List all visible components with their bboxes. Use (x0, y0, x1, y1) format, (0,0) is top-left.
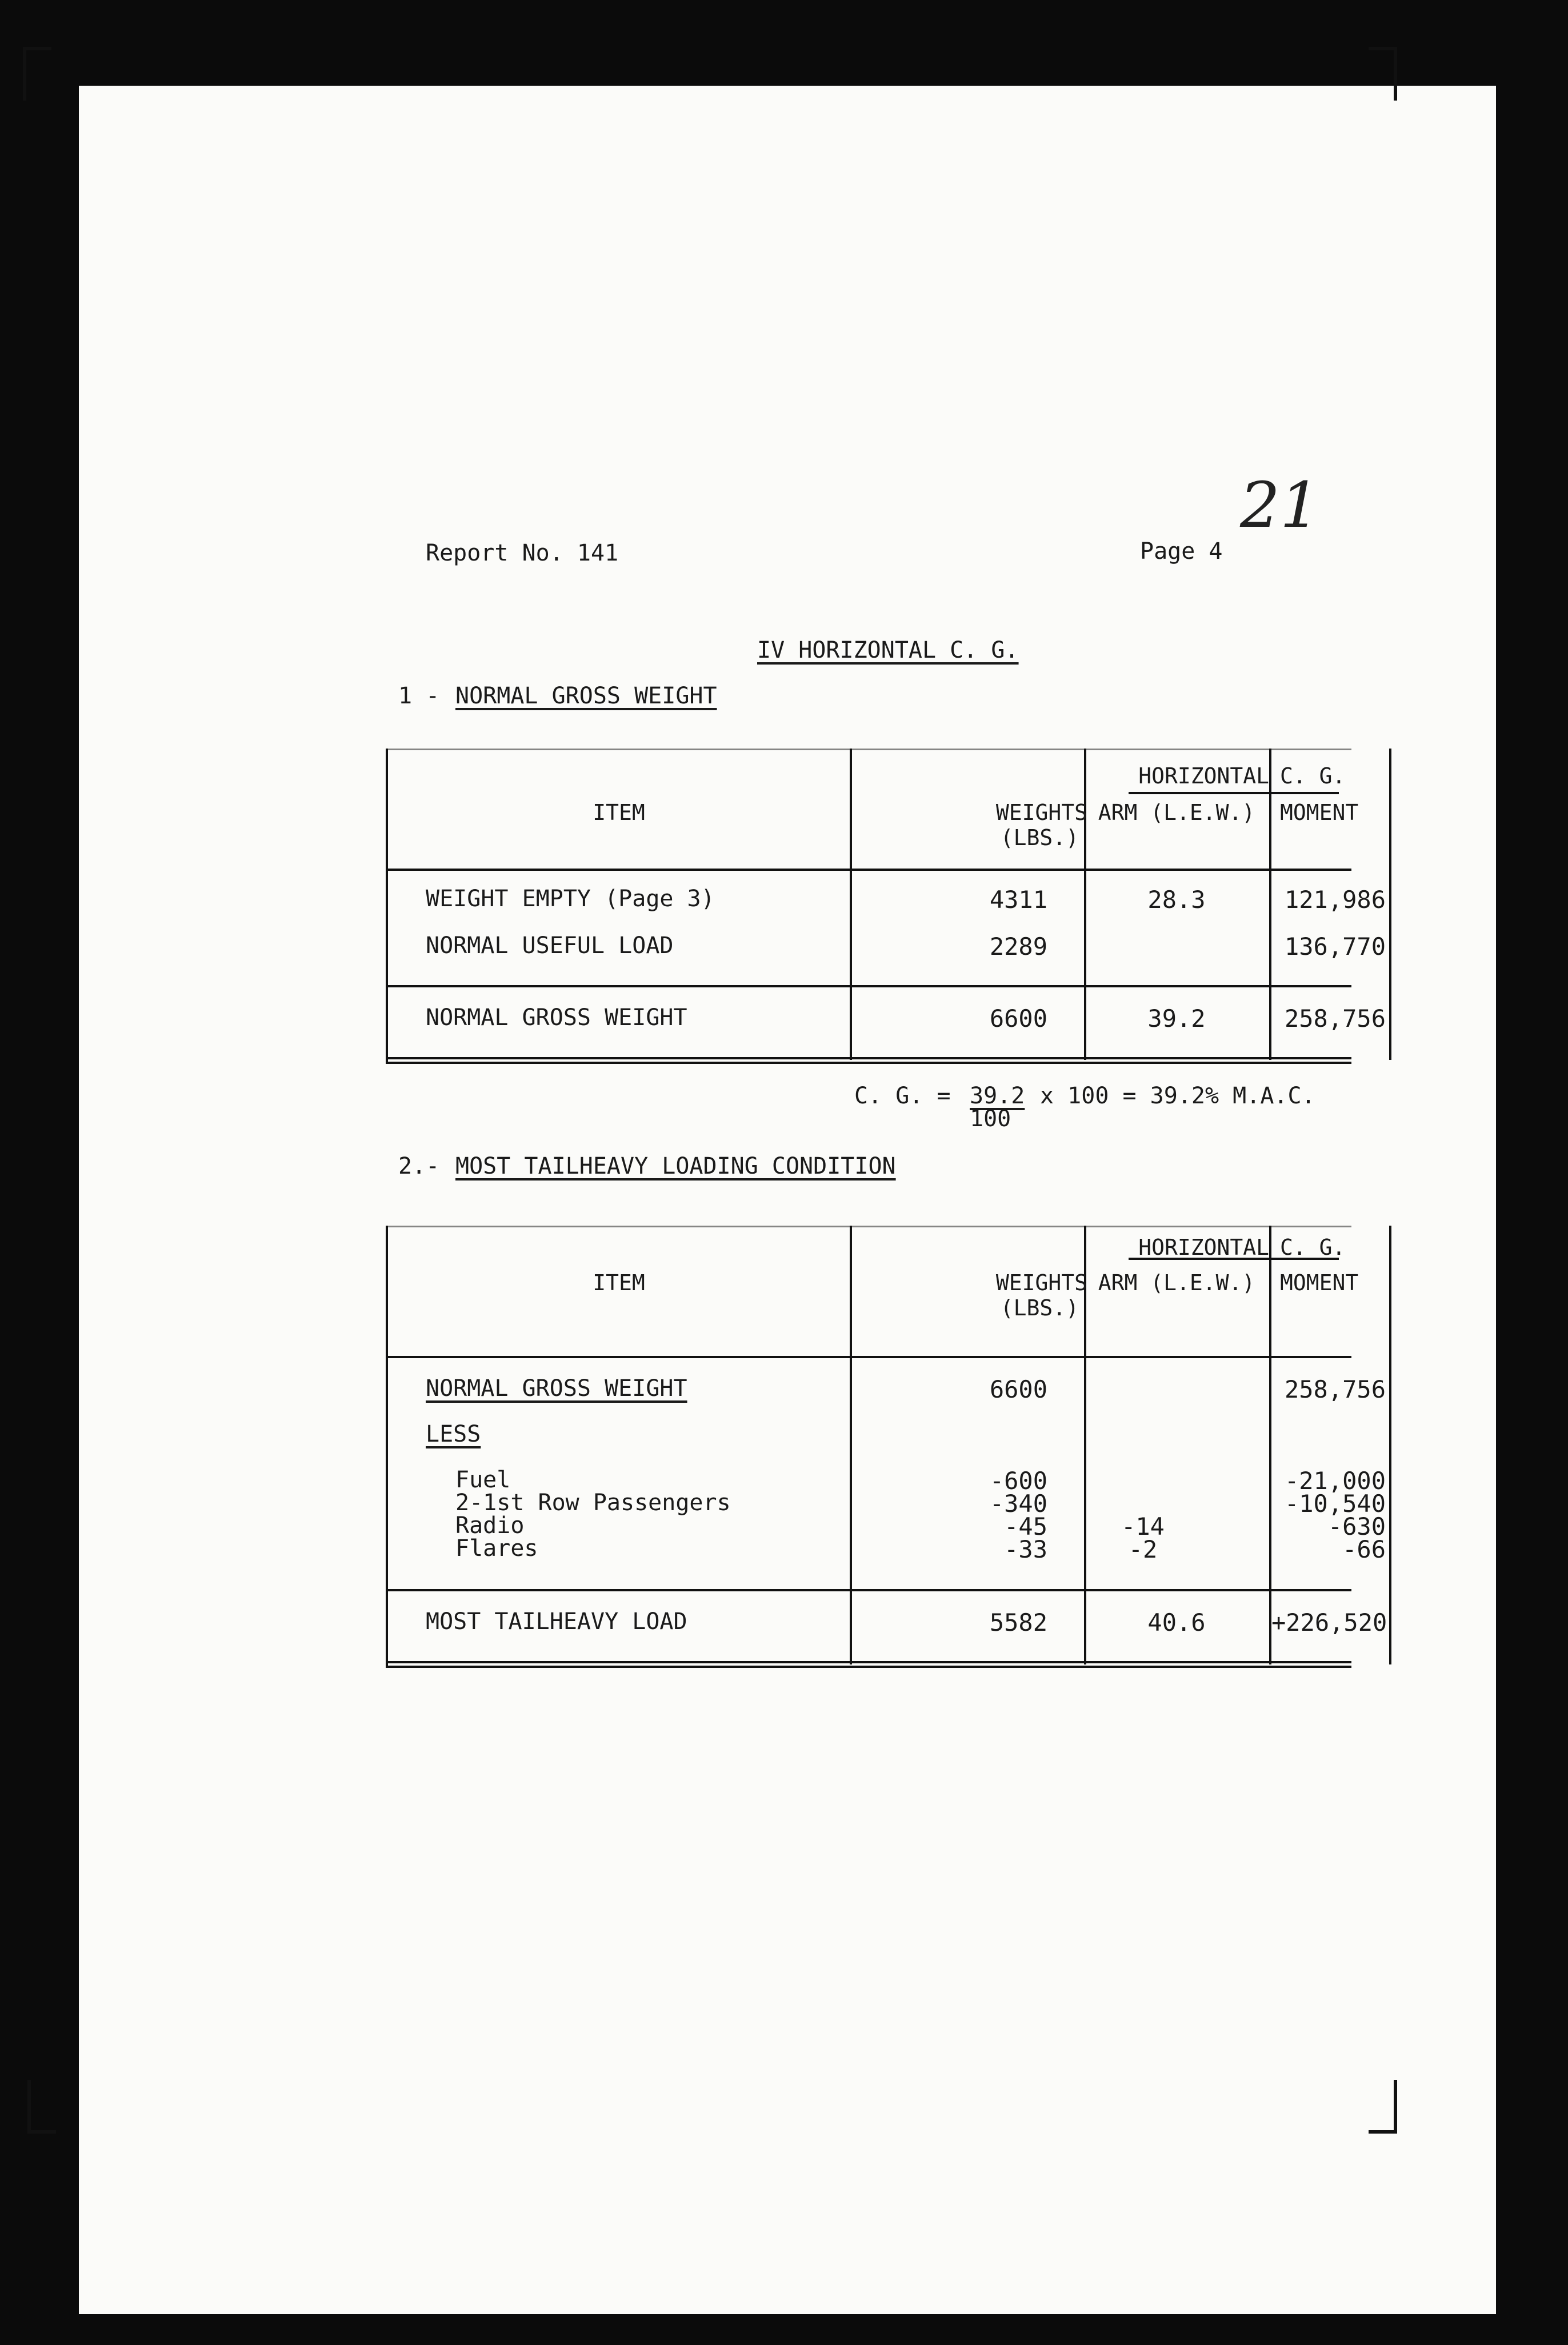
crop-mark-bottom-right (1369, 2080, 1397, 2134)
header-bottom-line (386, 1356, 1351, 1358)
table-bottom-double-line (386, 1666, 1351, 1668)
total-item: MOST TAILHEAVY LOAD (426, 1608, 687, 1635)
col-line-arm (1269, 1226, 1271, 1664)
col-cg: C. G. (1280, 763, 1346, 789)
deduction-moment: -21,000 (1284, 1467, 1386, 1495)
table-bottom-line (386, 1661, 1351, 1663)
document-page (79, 86, 1496, 2314)
header-bottom-line (386, 869, 1351, 871)
col-weights: WEIGHTS (995, 1270, 1087, 1295)
col-moment: MOMENT (1280, 800, 1359, 825)
crop-mark-top-right (1369, 47, 1397, 101)
col-line-item (850, 1226, 852, 1664)
table-top-border (386, 1226, 1351, 1227)
deduction-arm: -14 (1121, 1512, 1165, 1540)
formula-prefix: C. G. = (854, 1083, 951, 1109)
col-arm: ARM (L.E.W.) (1098, 800, 1255, 825)
total-moment: 258,756 (1284, 1005, 1386, 1033)
table-normal-gross-weight (306, 749, 1391, 1063)
deduction-weight: -33 (1004, 1535, 1047, 1563)
base-weight: 6600 (989, 1375, 1047, 1403)
col-weights: WEIGHTS (995, 800, 1087, 825)
total-moment: +226,520 (1271, 1608, 1387, 1636)
total-arm: 40.6 (1147, 1608, 1206, 1636)
row-item: WEIGHT EMPTY (Page 3) (426, 886, 715, 912)
deduction-moment: -66 (1342, 1535, 1386, 1563)
crop-mark-top-left (23, 47, 51, 101)
formula-suffix: x 100 = 39.2% M.A.C. (1040, 1083, 1315, 1109)
row-moment: 136,770 (1284, 933, 1386, 961)
section2-number: 2.- (398, 1153, 440, 1179)
col-line-item (850, 749, 852, 1060)
section1-title: NORMAL GROSS WEIGHT (455, 683, 717, 709)
deduction-weight: -340 (989, 1490, 1047, 1518)
row-weight: 2289 (989, 933, 1047, 961)
deduction-arm: -2 (1128, 1535, 1158, 1563)
deduction-item: Flares (455, 1535, 538, 1562)
row-weight: 4311 (989, 886, 1047, 914)
col-line-left (386, 749, 388, 1063)
total-item: NORMAL GROSS WEIGHT (426, 1005, 687, 1031)
total-top-line (386, 985, 1351, 987)
col-weights-unit: (LBS.) (1000, 825, 1079, 850)
col-arm: ARM (L.E.W.) (1098, 1270, 1255, 1295)
table-bottom-line (386, 1057, 1351, 1059)
col-line-right (1389, 749, 1391, 1060)
formula-numerator: 39.2 (970, 1083, 1025, 1109)
deduction-moment: -630 (1327, 1512, 1386, 1540)
base-moment: 258,756 (1284, 1375, 1386, 1403)
table-top-border (386, 749, 1351, 750)
table-bottom-double-line (386, 1062, 1351, 1064)
header-divider (1129, 792, 1339, 794)
report-number: Report No. 141 (426, 540, 619, 566)
col-item: ITEM (593, 800, 645, 825)
deduction-weight: -45 (1004, 1512, 1047, 1540)
col-horizontal: HORIZONTAL (1138, 1235, 1269, 1260)
section1-number: 1 - (398, 683, 440, 709)
col-horizontal: HORIZONTAL (1138, 763, 1269, 789)
deduction-moment: -10,540 (1284, 1490, 1386, 1518)
total-weight: 6600 (989, 1005, 1047, 1033)
row-arm: 28.3 (1147, 886, 1206, 914)
deduction-item: Fuel (455, 1467, 511, 1493)
total-top-line (386, 1589, 1351, 1591)
col-moment: MOMENT (1280, 1270, 1359, 1295)
section2-title: MOST TAILHEAVY LOADING CONDITION (455, 1153, 896, 1179)
col-cg: C. G. (1280, 1235, 1346, 1260)
row-moment: 121,986 (1284, 886, 1386, 914)
formula-denominator: 100 (970, 1106, 1011, 1132)
col-line-right (1389, 1226, 1391, 1664)
page-number: Page 4 (1140, 538, 1223, 565)
crop-mark-bottom-left (27, 2080, 56, 2134)
col-weights-unit: (LBS.) (1000, 1295, 1079, 1320)
base-item: NORMAL GROSS WEIGHT (426, 1375, 687, 1402)
row-item: NORMAL USEFUL LOAD (426, 933, 674, 959)
col-item: ITEM (593, 1270, 645, 1295)
total-weight: 5582 (989, 1608, 1047, 1636)
table-most-tailheavy (306, 1226, 1391, 1668)
section-title: IV HORIZONTAL C. G. (757, 637, 1019, 663)
deduction-item: Radio (455, 1512, 525, 1539)
deduction-weight: -600 (989, 1467, 1047, 1495)
handwritten-page-number: 21 (1240, 469, 1320, 542)
total-arm: 39.2 (1147, 1005, 1206, 1033)
deduction-item: 2-1st Row Passengers (455, 1490, 731, 1516)
less-label: LESS (426, 1421, 481, 1447)
